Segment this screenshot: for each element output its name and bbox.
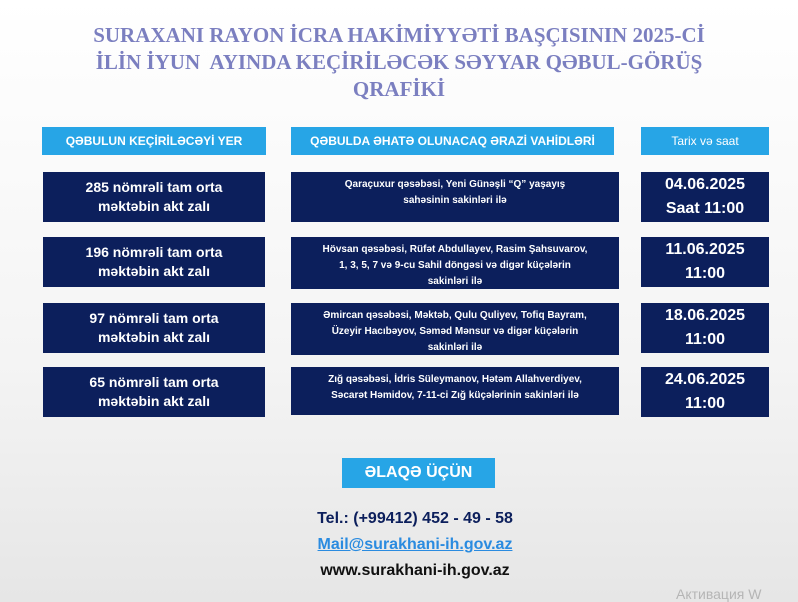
- header-date: Tarix və saat: [641, 127, 769, 155]
- header-place: QƏBULUN KEÇİRİLƏCƏYİ YER: [42, 127, 266, 155]
- page-title: [40, 22, 758, 103]
- date-text: 18.06.2025 11:00: [664, 307, 746, 348]
- activation-watermark: Активация W: [676, 586, 762, 602]
- contact-website: www.surakhani-ih.gov.az: [320, 562, 510, 579]
- title-line-1: SURAXANI RAYON İCRA HAKİMİYYƏTİ BAŞÇISININ 2025-Cİ: [93, 23, 705, 47]
- place-cell: [43, 237, 265, 287]
- place-text: 65 nömrəli tam orta məktəbin akt zalı: [89, 374, 219, 409]
- date-text: 24.06.2025 11:00: [664, 371, 746, 412]
- title-line-3: QRAFİKİ: [352, 77, 446, 101]
- area-cell: [291, 303, 619, 355]
- place-cell: [43, 303, 265, 353]
- header-area: QƏBULDA ƏHATƏ OLUNACAQ ƏRAZİ VAHİDLƏRİ: [291, 127, 614, 155]
- area-text: Qaraçuxur qəsəbəsi, Yeni Günəşli “Q” yaşayış sahəsinin sakinləri ilə: [344, 179, 566, 206]
- area-cell: [291, 172, 619, 222]
- area-cell: [291, 237, 619, 289]
- date-text: 04.06.2025 Saat 11:00: [664, 176, 746, 217]
- contact-phone: Tel.: (+99412) 452 - 49 - 58: [317, 510, 513, 527]
- place-text: 285 nömrəli tam orta məktəbin akt zalı: [85, 179, 223, 214]
- area-cell: [291, 367, 619, 415]
- place-cell: [43, 367, 265, 417]
- area-text: Zığ qəsəbəsi, İdris Süleymanov, Hətəm Allahverdiyev, Səcarət Həmidov, 7-11-ci Zığ küçələrinin sakinləri ilə: [328, 374, 582, 401]
- place-text: 196 nömrəli tam orta məktəbin akt zalı: [85, 244, 223, 279]
- place-cell: [43, 172, 265, 222]
- area-text: Əmircan qəsəbəsi, Məktəb, Qulu Quliyev, Tofiq Bayram, Üzeyir Hacıbəyov, Səməd Mənsur və digər küçələrin sakinləri ilə: [323, 310, 587, 353]
- date-cell: [641, 172, 769, 222]
- place-text: 97 nömrəli tam orta məktəbin akt zalı: [89, 310, 219, 345]
- contact-heading: ƏLAQƏ ÜÇÜN: [342, 458, 495, 488]
- date-cell: [641, 237, 769, 287]
- title-line-2: İLİN İYUN AYINDA KEÇİRİLƏCƏK SƏYYAR QƏBUL-GÖRÜŞ: [95, 50, 703, 74]
- contact-email-link[interactable]: Mail@surakhani-ih.gov.az: [317, 536, 513, 553]
- area-text: Hövsan qəsəbəsi, Rüfət Abdullayev, Rasim Şahsuvarov, 1, 3, 5, 7 və 9-cu Sahil döngəsi və digər küçələrin sakinləri ilə: [322, 244, 588, 287]
- date-cell: [641, 303, 769, 353]
- date-text: 11.06.2025 11:00: [665, 241, 745, 282]
- date-cell: [641, 367, 769, 417]
